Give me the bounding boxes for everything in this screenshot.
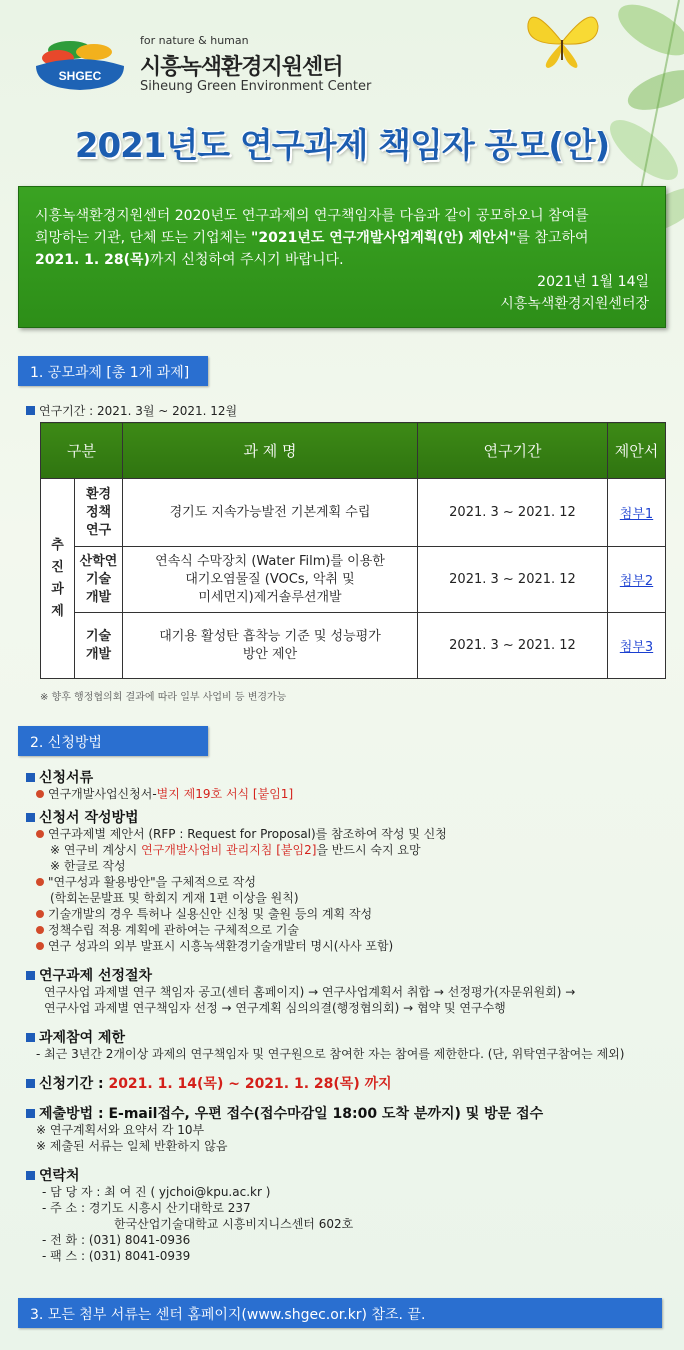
table-row (41, 547, 666, 613)
docs-title: 신청서류 (39, 770, 94, 786)
contact-fax: - 팩 스 : (031) 8041-0939 (42, 1249, 191, 1263)
docs-item-text: 연구개발사업신청서- (48, 787, 157, 801)
task-period-cell: 2021. 3 ~ 2021. 12 (418, 613, 608, 679)
contact-title: 연락처 (39, 1168, 80, 1184)
task-name-cell: 경기도 지속가능발전 기본계획 수립 (123, 479, 418, 547)
header (0, 0, 684, 130)
dot-bullet-icon (36, 942, 44, 950)
write-item-3 (26, 906, 666, 922)
category-cell: 추 진 과 제 (41, 479, 75, 679)
col-header-period: 연구기간 (418, 423, 608, 479)
write-1a-red: 연구개발사업비 관리지침 [붙임2] (141, 843, 317, 857)
dot-bullet-icon (36, 830, 44, 838)
dot-bullet-icon (36, 790, 44, 798)
notice-deadline: 2021. 1. 28(목) (35, 252, 150, 268)
write-item-5 (26, 938, 666, 954)
logo-tagline: for nature & human (140, 34, 249, 47)
attachment-link-text[interactable]: 첨부1 (619, 507, 654, 522)
logo-name-en: Siheung Green Environment Center (140, 79, 372, 94)
task-period-cell: 2021. 3 ~ 2021. 12 (418, 547, 608, 613)
attachment-link-1[interactable] (608, 479, 666, 547)
write-heading (26, 810, 666, 826)
write-item-1 (26, 826, 666, 842)
notice-line3b: 까지 신청하여 주시기 바랍니다. (149, 252, 344, 268)
butterfly-icon (522, 4, 602, 74)
write-item-1-text: 연구과제별 제안서 (RFP : Request for Proposal)를 참조하여 작성 및 신청 (48, 827, 447, 841)
task-name-cell: 대기용 활성탄 흡착능 기준 및 성능평가 방안 제안 (123, 613, 418, 679)
period-value: 2021. 1. 14(목) ~ 2021. 1. 28(목) 까지 (108, 1076, 392, 1092)
notice-line2c: 를 참고하여 (516, 230, 589, 246)
write-item-4 (26, 922, 666, 938)
write-title: 신청서 작성방법 (39, 810, 139, 826)
contact-address-2: 한국산업기술대학교 시흥비지니스센터 602호 (114, 1217, 354, 1231)
section2-body (26, 770, 666, 1264)
square-bullet-icon (26, 406, 35, 415)
attachment-link-2[interactable] (608, 547, 666, 613)
period-title: 신청기간 : (39, 1076, 109, 1092)
col-header-title: 과 제 명 (123, 423, 418, 479)
period-heading (26, 1076, 666, 1092)
write-item-5-text: 연구 성과의 외부 발표시 시흥녹색환경기술개발터 명시(사사 포함) (48, 939, 394, 953)
logo-badge: SHGEC (58, 69, 102, 83)
notice-org: 시흥녹색환경지원센터장 (500, 296, 649, 312)
col-header-category: 구분 (41, 423, 123, 479)
subcategory-cell: 기술 개발 (75, 613, 123, 679)
contact-person: - 담 당 자 : 최 여 진 ( yjchoi@kpu.ac.kr ) (42, 1185, 271, 1199)
page-title: 2021년도 연구과제 책임자 공모(안) (74, 126, 610, 166)
write-item-2a: (학회논문발표 및 학회지 게재 1편 이상을 원칙) (50, 891, 299, 905)
square-bullet-icon (26, 813, 35, 822)
write-1a-text: ※ 연구비 계상시 (50, 843, 142, 857)
attachment-link-3[interactable] (608, 613, 666, 679)
section1-header: 1. 공모과제 [총 1개 과제] (18, 356, 208, 386)
select-heading (26, 968, 666, 984)
notice-line2b: "2021년도 연구개발사업계획(안) 제안서" (251, 230, 517, 246)
task-period-cell: 2021. 3 ~ 2021. 12 (418, 479, 608, 547)
limit-line: - 최근 3년간 2개이상 과제의 연구책임자 및 연구원으로 참여한 자는 참여를 제한한다. (단, 위탁연구참여는 제외) (36, 1047, 625, 1061)
dot-bullet-icon (36, 926, 44, 934)
subcategory-cell: 환경 정책 연구 (75, 479, 123, 547)
dot-bullet-icon (36, 910, 44, 918)
contact-phone: - 전 화 : (031) 8041-0936 (42, 1233, 191, 1247)
square-bullet-icon (26, 1171, 35, 1180)
docs-item-red: 별지 제19호 서식 [붙임1] (156, 787, 294, 801)
section3-footer: 3. 모든 첨부 서류는 센터 홈페이지(www.shgec.or.kr) 참조. 끝. (18, 1298, 662, 1328)
dot-bullet-icon (36, 878, 44, 886)
write-item-1a (26, 842, 666, 858)
table-row (41, 613, 666, 679)
select-title: 연구과제 선정절차 (39, 968, 153, 984)
square-bullet-icon (26, 1033, 35, 1042)
research-period-text: 연구기간 : 2021. 3월 ~ 2021. 12월 (39, 404, 238, 418)
limit-title: 과제참여 제한 (39, 1030, 126, 1046)
notice-line1: 시흥녹색환경지원센터 2020년도 연구과제의 연구책임자를 다음과 같이 공모하오니 참여를 (35, 208, 589, 224)
submit-heading (26, 1106, 666, 1122)
submit-title: 제출방법 : E-mail접수, 우편 접수(접수마감일 18:00 도착 분까지) 및 방문 접수 (39, 1106, 544, 1122)
docs-heading (26, 770, 666, 786)
notice-line2a: 희망하는 기관, 단체 또는 기업체는 (35, 230, 252, 246)
submit-line-1: ※ 연구계획서와 요약서 각 10부 (36, 1123, 205, 1137)
contact-address: - 주 소 : 경기도 시흥시 산기대학로 237 (42, 1201, 251, 1215)
square-bullet-icon (26, 971, 35, 980)
table-note: ※ 향후 행정협의회 결과에 따라 일부 사업비 등 변경가능 (40, 692, 287, 703)
table-header-row (41, 423, 666, 479)
notice-date: 2021년 1월 14일 (537, 274, 649, 290)
table-row (41, 479, 666, 547)
square-bullet-icon (26, 1109, 35, 1118)
shgec-logo-icon (32, 36, 128, 94)
limit-heading (26, 1030, 666, 1046)
subcategory-cell: 산학연 기술 개발 (75, 547, 123, 613)
contact-heading (26, 1168, 666, 1184)
notice-body (35, 205, 649, 271)
attachment-link-text[interactable]: 첨부3 (619, 640, 654, 655)
write-item-2-text: "연구성과 활용방안"을 구체적으로 작성 (48, 875, 256, 889)
task-table (40, 422, 666, 679)
write-item-4-text: 정책수립 적용 계획에 관하여는 구체적으로 기술 (48, 923, 299, 937)
submit-line-2: ※ 제출된 서류는 일체 반환하지 않음 (36, 1139, 228, 1153)
col-header-doc: 제안서 (608, 423, 666, 479)
task-name-cell: 연속식 수막장치 (Water Film)를 이용한 대기오염물질 (VOCs, 악취 및 미세먼지)제거솔루션개발 (123, 547, 418, 613)
select-line-2: 연구사업 과제별 연구책임자 선정 → 연구계획 심의의결(행정협의회) → 협약 및 연구수행 (44, 1001, 506, 1015)
select-line-1: 연구사업 과제별 연구 책임자 공고(센터 홈페이지) → 연구사업계획서 취합 → 선정평가(자문위원회) → (44, 985, 576, 999)
write-1a-text-end: 을 반드시 숙지 요망 (316, 843, 421, 857)
write-item-3-text: 기술개발의 경우 특허나 실용신안 신청 및 출원 등의 계획 작성 (48, 907, 373, 921)
write-item-1b: ※ 한글로 작성 (50, 859, 126, 873)
square-bullet-icon (26, 1079, 35, 1088)
docs-item (26, 786, 666, 802)
notice-box (18, 186, 666, 328)
attachment-link-text[interactable]: 첨부2 (619, 574, 654, 589)
write-item-2 (26, 874, 666, 890)
section2-header: 2. 신청방법 (18, 726, 208, 756)
square-bullet-icon (26, 773, 35, 782)
logo-name-ko: 시흥녹색환경지원센터 (140, 55, 343, 80)
research-period (26, 402, 237, 419)
